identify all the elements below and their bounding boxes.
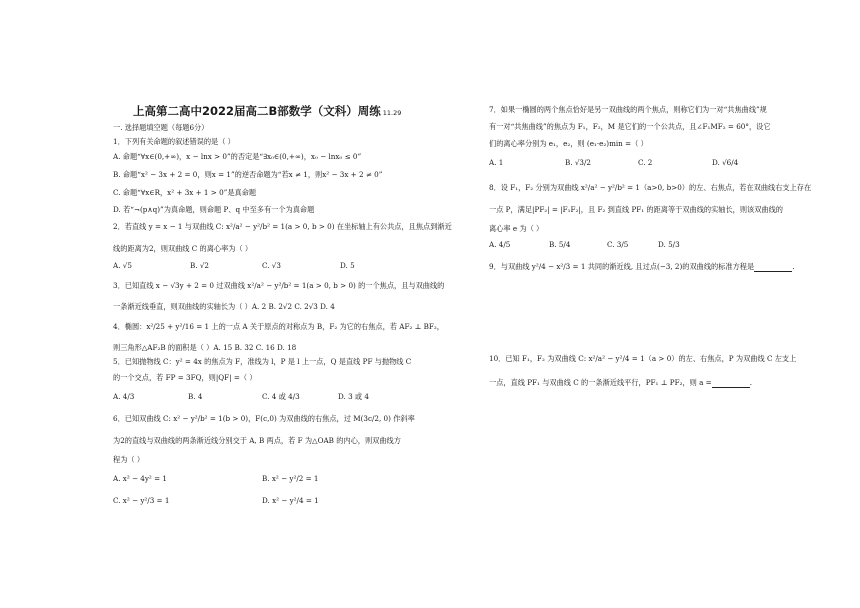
q8-line1: 8．设 F₁，F₂ 分别为双曲线 x²/a² − y²/b² = 1（a>0, b>0）的左、右焦点，若在双曲线右支上存在 (489, 183, 812, 192)
q9-text: 9．与双曲线 y²/4 − x²/3 = 1 共同的渐近线, 且过点(−3, 2)的双曲线的标准方程是 . (489, 262, 795, 271)
q7-option-a: A. 1 (489, 158, 504, 167)
q2-option-b: B. √2 (190, 261, 210, 270)
q10-line1: 10．已知 F₁，F₂ 为双曲线 C: x²/a² − y²/4 = 1（a > 0）的左、右焦点，P 为双曲线 C 左支上 (489, 354, 797, 363)
q6-option-b: B. x² − y²/2 = 1 (262, 474, 319, 483)
q2-line2: 线的距离为2，则双曲线 C 的离心率为（ ） (113, 244, 253, 253)
q7-line1: 7．如果一椭圆的两个焦点恰好是另一双曲线的两个焦点，则称它们为一对“共焦曲线”规 (489, 105, 767, 114)
q5-option-c: C. 4 或 4/3 (262, 392, 300, 401)
q5-option-d: D. 3 或 4 (338, 392, 369, 401)
q6-line2: 为2的直线与双曲线的两条渐近线分别交于 A, B 两点，若 F 为△OAB 的内心，则双曲线方 (113, 436, 401, 445)
q4-line1: 4．椭圆：x²/25 + y²/16 = 1 上的一点 A 关于原点的对称点为 B，F₂ 为它的右焦点，若 AF₂ ⊥ BF₂， (113, 322, 444, 331)
q1-option-c: C. 命题“∀x∈R，x² + 3x + 1 > 0”是真命题 (113, 188, 257, 197)
q7-option-c: C. 2 (638, 158, 653, 167)
q2-option-a: A. √5 (113, 261, 132, 270)
q9-text-content: 9．与双曲线 y²/4 − x²/3 = 1 共同的渐近线, 且过点(−3, 2)的双曲线的标准方程是 (489, 262, 755, 271)
q10-answer-blank[interactable] (712, 380, 750, 388)
exam-title (133, 103, 401, 119)
q2-option-c: C. √3 (262, 261, 281, 270)
q2-option-d: D. 5 (340, 261, 355, 270)
q6-line3: 程为（ ） (113, 455, 145, 464)
q6-line1: 6．已知双曲线 C: x² − y²/b² = 1(b > 0)，F(c,0) 为双曲线的右焦点，过 M(3c/2, 0) 作斜率 (113, 414, 415, 423)
q5-option-b: B. 4 (188, 392, 203, 401)
q6-option-c: C. x² − y²/3 = 1 (113, 496, 170, 505)
q3-line2: 一条渐近线垂直，则双曲线的实轴长为（ ）A. 2 B. 2√2 C. 2√3 D. 4 (113, 302, 335, 311)
q8-option-c: C. 3/5 (607, 240, 629, 249)
q1-option-a: A. 命题“∀x∈(0,+∞)，x − lnx > 0”的否定是“∃x₀∈(0,+∞)，x₀ − lnx₀ ≤ 0” (113, 152, 362, 161)
q8-option-b: B. 5/4 (549, 240, 571, 249)
q3-line1: 3．已知直线 x − √3y + 2 = 0 过双曲线 x²/a² − y²/b² = 1(a > 0, b > 0) 的一个焦点，且与双曲线的 (113, 281, 445, 290)
q9-answer-blank[interactable] (754, 264, 792, 272)
q10-line2: 一点，直线 PF₁ 与双曲线 C 的一条渐近线平行，PF₁ ⊥ PF₂，则 a = . (489, 378, 753, 387)
q5-line2: 的一个交点，若 FP = 3FQ，则|QF| =（ ） (113, 373, 257, 382)
q8-line3: 离心率 e 为（ ） (489, 224, 544, 233)
q6-option-a: A. x² − 4y² = 1 (113, 474, 167, 483)
q8-line2: 一点 P，满足|PF₂| = |F₁F₂|，且 F₂ 到直线 PF₁ 的距离等于双曲线的实轴长，则该双曲线的 (489, 205, 783, 214)
q6-option-d: D. x² − y²/4 = 1 (262, 496, 319, 505)
q1-option-d: D. 若“¬(p∧q)”为真命题，则命题 P、q 中至多有一个为真命题 (113, 205, 315, 214)
title-text: 上高第二高中2022届高二B部数学（文科）周练 (133, 104, 381, 118)
q10-line2-text: 一点，直线 PF₁ 与双曲线 C 的一条渐近线平行，PF₁ ⊥ PF₂，则 a = (489, 378, 712, 387)
q5-option-a: A. 4/3 (113, 392, 135, 401)
exam-date: 11.29 (382, 109, 402, 117)
q2-line1: 2．若直线 y = x − 1 与双曲线 C: x²/a² − y²/b² = 1(a > 0, b > 0) 在坐标轴上有公共点，且焦点到渐近 (113, 222, 452, 231)
q1-option-b: B. 命题“x² − 3x + 2 = 0，则x = 1”的逆否命题为“若x ≠ 1，则x² − 3x + 2 ≠ 0” (113, 170, 383, 179)
q7-option-b: B. √3/2 (565, 158, 591, 167)
q1-stem: 1．下列有关命题的叙述错误的是（ ） (113, 137, 235, 146)
q8-option-d: D. 5/3 (658, 240, 680, 249)
section-heading: 一. 选择题填空题（每题6分） (113, 123, 209, 132)
q7-line3: 们的离心率分别为 e₁，e₂，则 (e₁·e₂)min =（ ） (489, 139, 648, 148)
q7-line2: 有一对“共焦曲线”的焦点为 F₁，F₂，M 是它们的一个公共点，且∠F₁MF₂ = 60°，设它 (489, 122, 771, 131)
q7-option-d: D. √6/4 (712, 158, 739, 167)
q4-line2: 则三角形△AF₂B 的面积是（ ）A. 15 B. 32 C. 16 D. 18 (113, 343, 297, 352)
q5-line1: 5．已知抛物线 C：y² = 4x 的焦点为 F，准线为 l，P 是 l 上一点，Q 是直线 PF 与抛物线 C (113, 357, 412, 366)
q8-option-a: A. 4/5 (489, 240, 511, 249)
